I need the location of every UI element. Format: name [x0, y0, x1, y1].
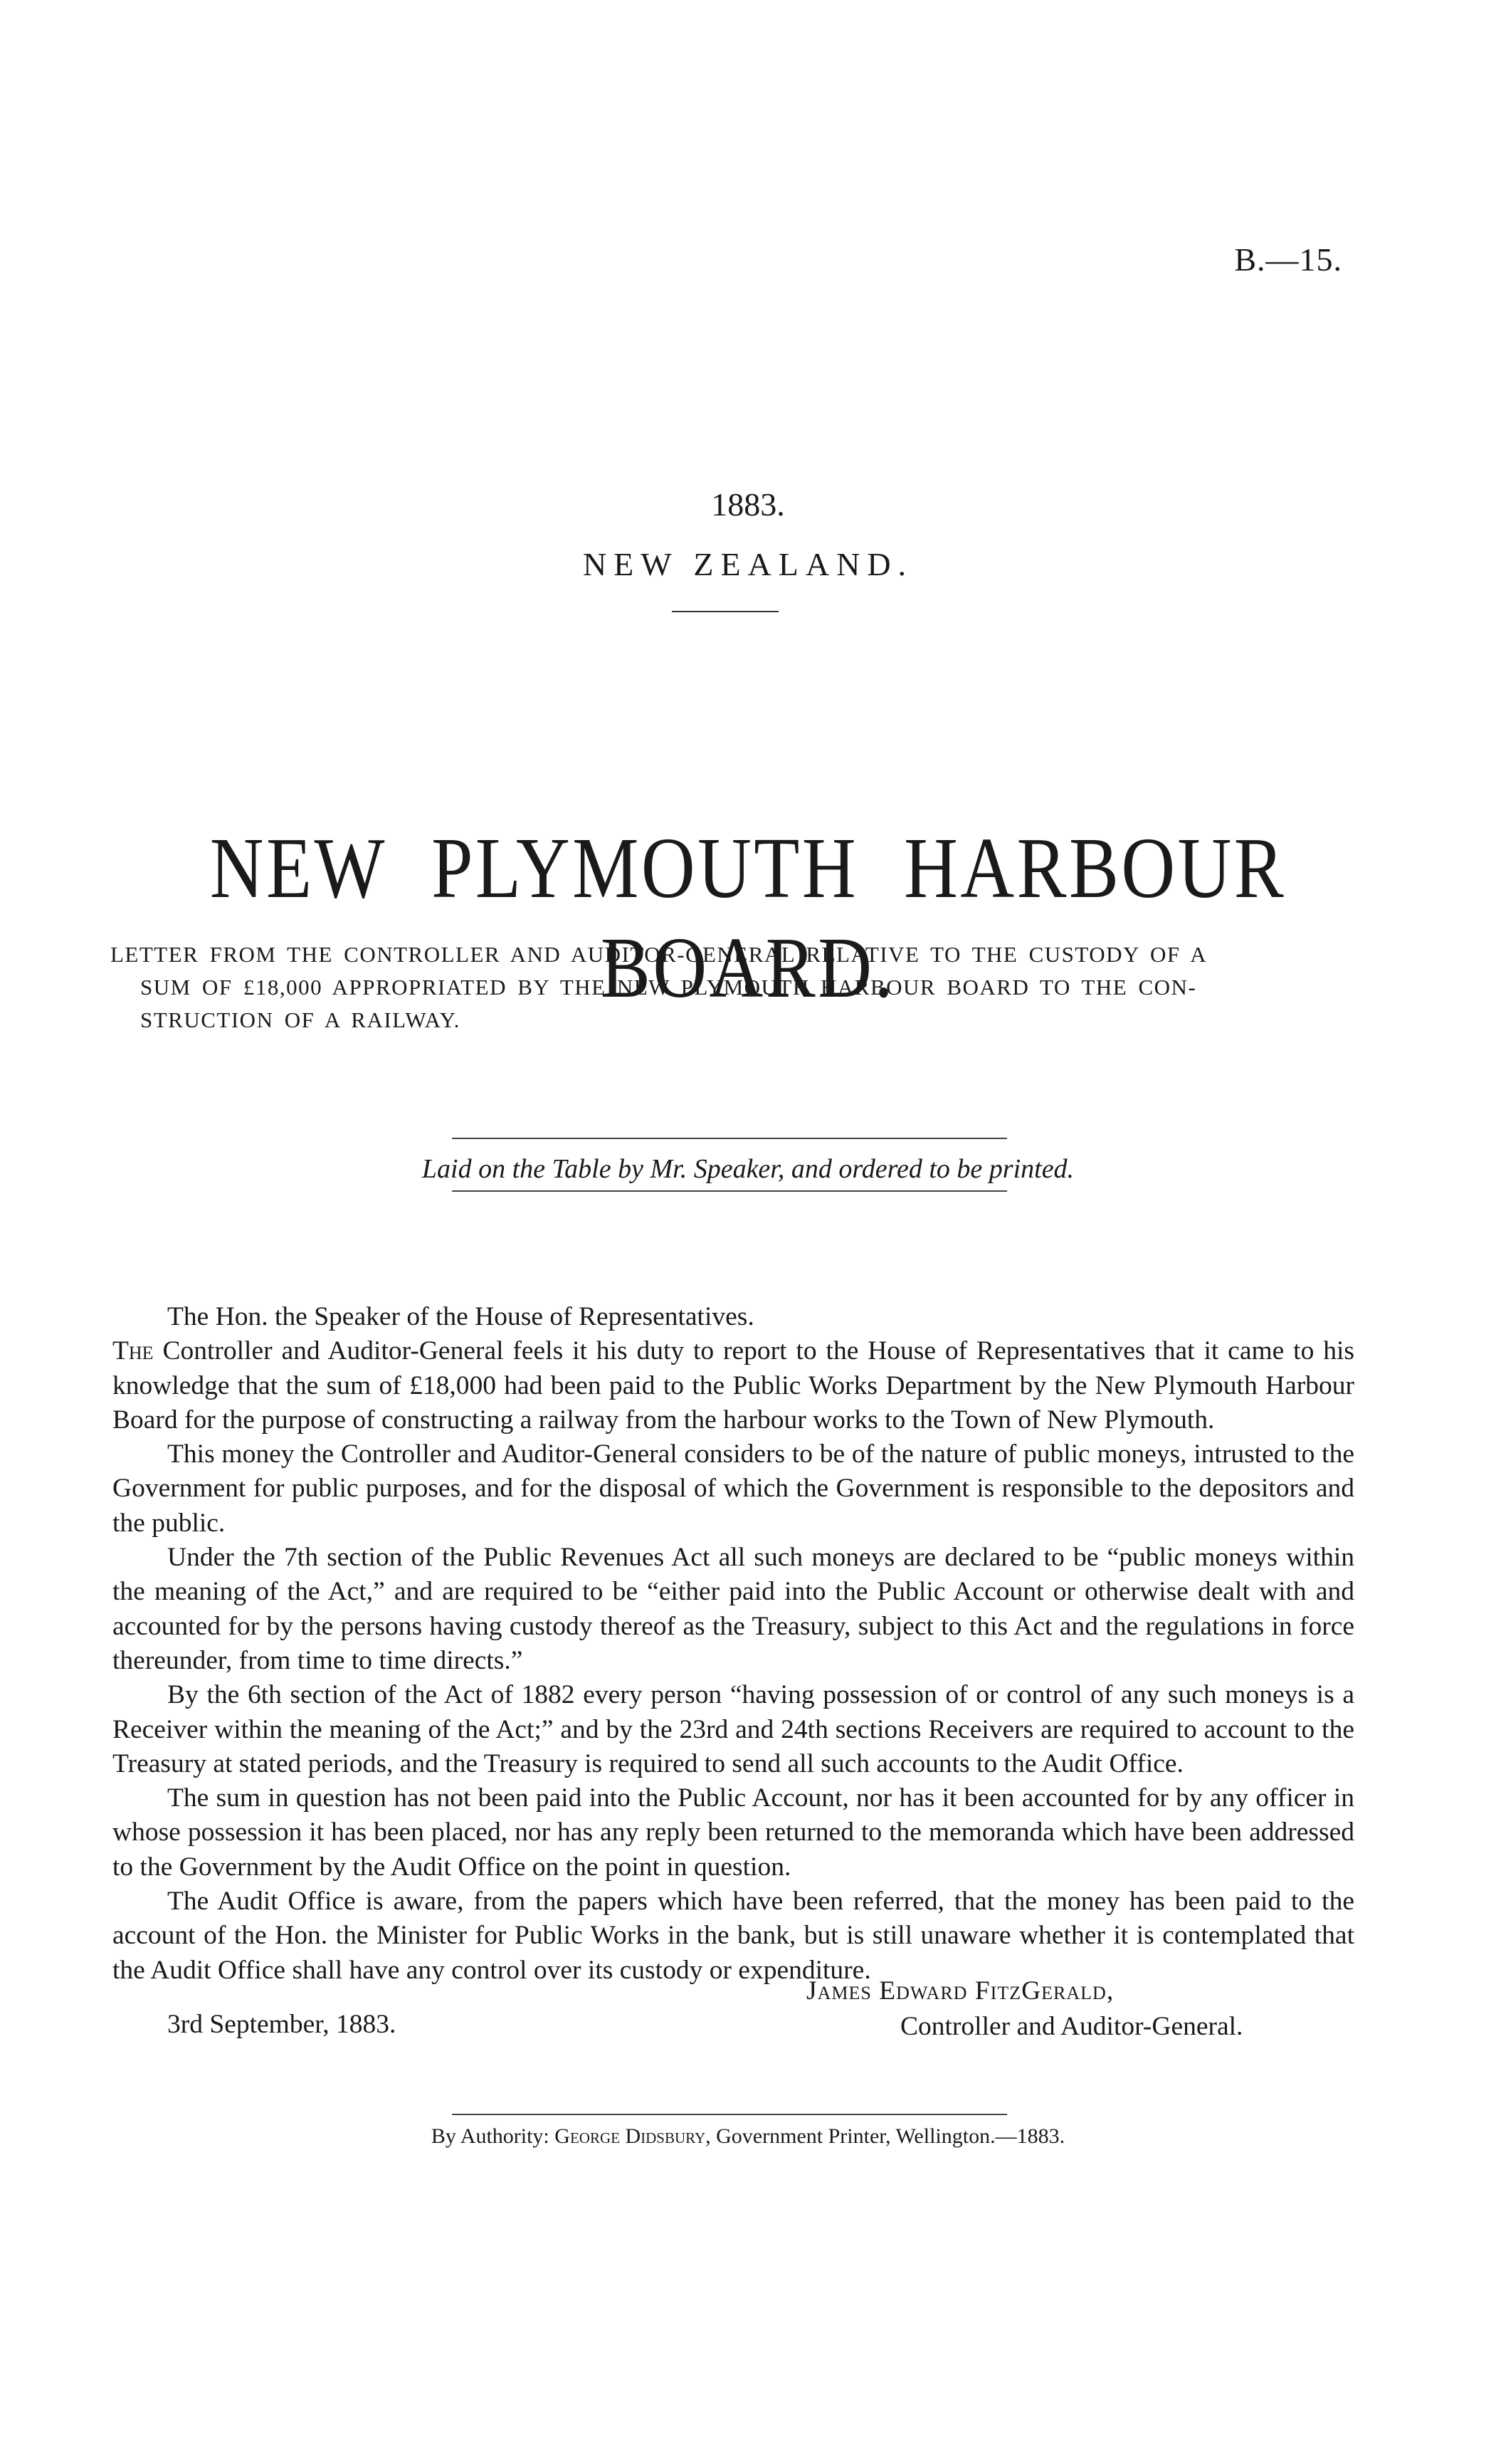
- letter-paragraph: By the 6th section of the Act of 1882 every person “having possession of or control of any such moneys is a Receiver within the meaning of the Act;” and by the 23rd and 24th sections Receivers are required to account to the Treasury at stated periods, and the Treasury is required to send all such accounts to the Audit Office.: [112, 1680, 1354, 1778]
- subtitle-line: LETTER FROM THE CONTROLLER AND AUDITOR-GENERAL RELATIVE TO THE CUSTODY OF A: [110, 942, 1208, 967]
- divider-rule: [672, 611, 779, 612]
- laid-on-table-note: Laid on the Table by Mr. Speaker, and ordered to be printed.: [421, 1154, 1075, 1184]
- letter-body: [112, 1300, 1354, 1988]
- document-subtitle: [110, 938, 1334, 1037]
- document-year: 1883.: [711, 486, 785, 523]
- printer-name: George Didsbury,: [554, 2124, 711, 2148]
- letter-paragraph: The Controller and Auditor-General feels it his duty to report to the House of Representatives that it came to his knowledge that the sum of £18,000 had been paid to the Public Works Department by the New Plymouth Harbour Board for the purpose of constructing a railway from the harbour works to the Town of New Plymouth.: [112, 1336, 1354, 1435]
- letter-paragraph: The sum in question has not been paid into the Public Account, nor has it been accounted for by any officer in whose possession it has been placed, nor has any reply been returned to the memoranda which have been addressed to the Government by the Audit Office on the point in question.: [112, 1783, 1354, 1882]
- divider-rule: [452, 1138, 1007, 1139]
- signatory-name: James Edward FitzGerald,: [806, 1976, 1115, 2006]
- page-title: NEW PLYMOUTH HARBOUR BOARD.: [209, 820, 1287, 1016]
- letter-addressee: The Hon. the Speaker of the House of Representatives.: [167, 1302, 754, 1331]
- signature-block: [806, 1973, 1243, 2045]
- letter-paragraph: Under the 7th section of the Public Revenues Act all such moneys are declared to be “public moneys within the meaning of the Act,” and are required to be “either paid into the Public Account or otherwise dealt with and accounted for by the persons having custody thereof as the Treasury, subject to this Act and the regulations in force thereunder, from time to time directs.”: [112, 1543, 1354, 1675]
- subtitle-line: SUM OF £18,000 APPROPRIATED BY THE NEW PLYMOUTH HARBOUR BOARD TO THE CON-: [140, 975, 1197, 1000]
- subtitle-line: STRUCTION OF A RAILWAY.: [140, 1007, 460, 1032]
- letter-date: 3rd September, 1883.: [167, 2010, 396, 2039]
- divider-rule: [452, 1190, 1007, 1192]
- lead-word: The: [112, 1336, 154, 1366]
- letter-paragraph: This money the Controller and Auditor-General considers to be of the nature of public moneys, intrusted to the Government for public purposes, and for the disposal of which the Government is responsible to the depositors and the public.: [112, 1440, 1354, 1538]
- imprint-prefix: By Authority:: [431, 2124, 549, 2148]
- country-heading: NEW ZEALAND.: [582, 546, 914, 582]
- paper-reference: B.—15.: [1234, 241, 1342, 278]
- letter-paragraph: The Audit Office is aware, from the papers which have been referred, that the money has been paid to the account of the Hon. the Minister for Public Works in the bank, but is still unaware whether it is contemplated that the Audit Office shall have any control over its custody or expenditure.: [112, 1887, 1354, 1985]
- printer-imprint: [0, 2124, 1496, 2149]
- divider-rule: [452, 2114, 1007, 2115]
- signatory-title: Controller and Auditor-General.: [900, 2012, 1243, 2041]
- imprint-suffix: Government Printer, Wellington.—1883.: [716, 2124, 1065, 2148]
